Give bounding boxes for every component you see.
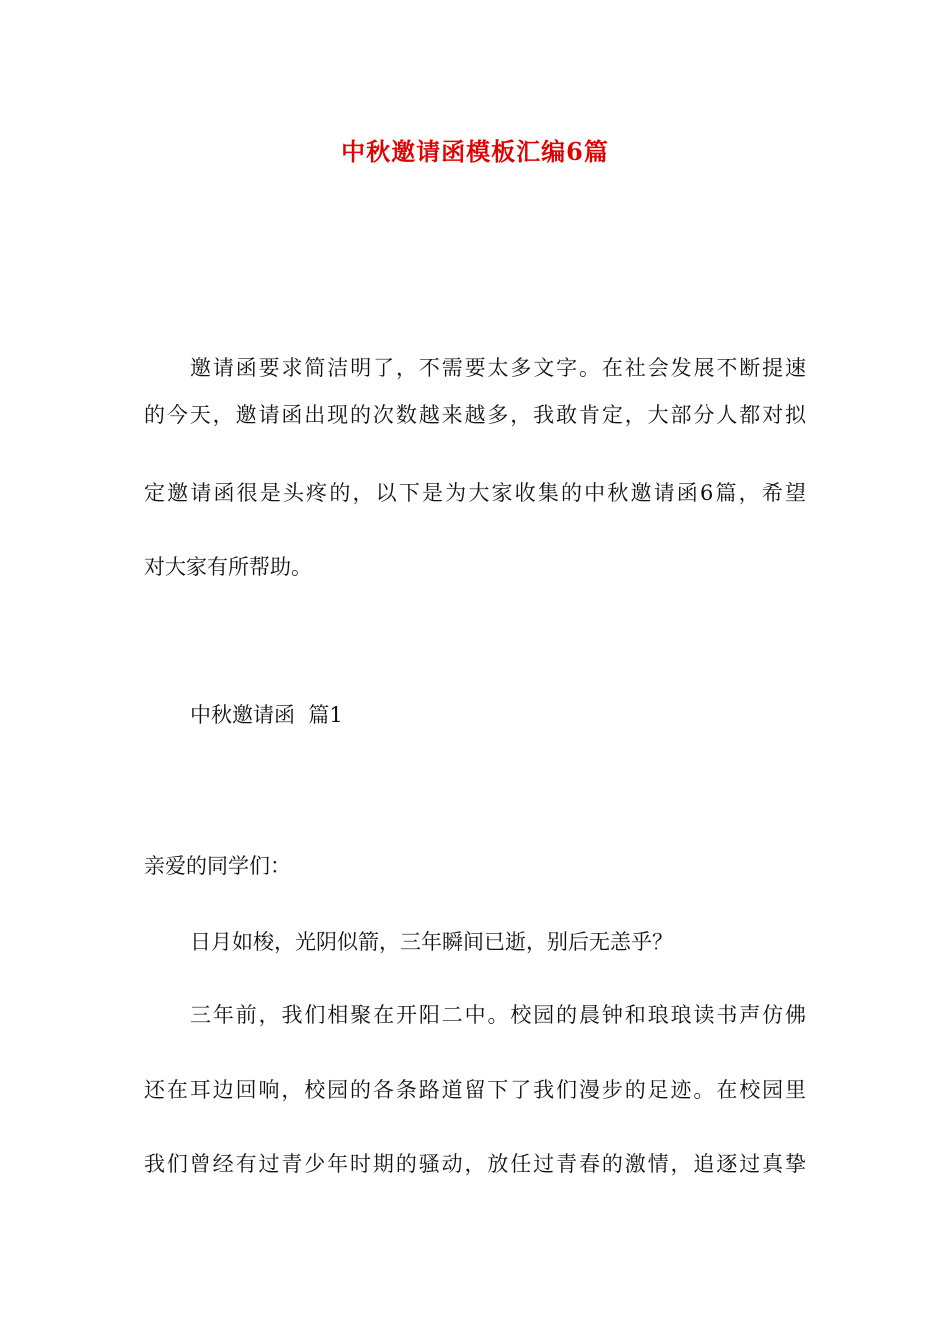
intro-line-4: 对大家有所帮助。 bbox=[144, 555, 312, 579]
document-title: 中秋邀请函模板汇编6篇 bbox=[341, 137, 609, 166]
intro-line-3: 定邀请函很是头疼的，以下是为大家收集的中秋邀请函6篇，希望 bbox=[144, 481, 806, 505]
letter-paragraph-2-line-2: 还在耳边回响，校园的各条路道留下了我们漫步的足迹。在校园里 bbox=[144, 1078, 806, 1102]
letter-paragraph-2-line-1: 三年前，我们相聚在开阳二中。校园的晨钟和琅琅读书声仿佛 bbox=[190, 1003, 806, 1027]
letter-greeting: 亲爱的同学们： bbox=[144, 854, 291, 878]
intro-line-1: 邀请函要求简洁明了，不需要太多文字。在社会发展不断提速 bbox=[190, 356, 806, 380]
letter-paragraph-2-line-3: 我们曾经有过青少年时期的骚动，放任过青春的激情，追逐过真挚 bbox=[144, 1152, 806, 1176]
section-heading: 中秋邀请函 篇1 bbox=[190, 703, 343, 727]
letter-paragraph-1: 日月如梭，光阴似箭，三年瞬间已逝，别后无恙乎？ bbox=[190, 930, 673, 954]
intro-line-2: 的今天，邀请函出现的次数越来越多，我敢肯定，大部分人都对拟 bbox=[144, 403, 806, 427]
